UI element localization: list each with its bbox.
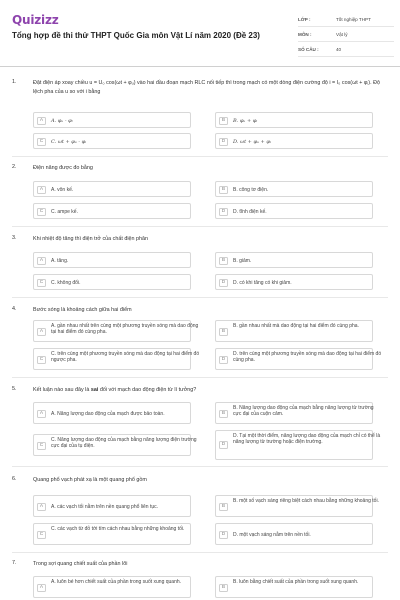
option-text: C. các vạch từ đỏ tới tím cách nhau bằng những khoảng tối. (51, 526, 185, 532)
question-divider (12, 226, 388, 227)
option-text: B. công tơ điện. (233, 186, 269, 193)
option-letter: D (219, 441, 228, 449)
question-number: 2. (12, 164, 17, 170)
option-d[interactable] (215, 430, 381, 460)
option-text: C. không đổi. (51, 279, 81, 286)
option-letter: C (37, 208, 46, 216)
option-text: A. luôn bé hơn chiết suất của phần trong suốt xung quanh. (51, 579, 182, 585)
option-text: A. tăng. (51, 257, 69, 264)
question-text: Quang phổ vạch phát xạ là một quang phổ gồm (33, 477, 147, 483)
option-text: B. luôn bằng chiết suất của phần trong suốt xung quanh. (233, 579, 359, 585)
option-a[interactable] (33, 402, 191, 424)
option-letter: C (37, 138, 46, 146)
option-b[interactable] (215, 320, 373, 342)
question-divider (12, 466, 388, 467)
meta-value: Vật lý (336, 31, 348, 37)
option-a[interactable] (33, 181, 191, 197)
option-letter: B (219, 117, 228, 125)
option-letter: A (37, 186, 46, 194)
option-letter: B (219, 257, 228, 265)
option-text: C. ωt + φᵤ - φᵢ (51, 138, 87, 145)
option-letter: A (37, 117, 46, 125)
option-text: B. gần nhau nhất mà dao động tại hai điểm đó cùng pha. (233, 323, 359, 329)
option-text: B. Năng lượng dao động của mạch bằng năng lượng từ trường cực đại của cuộn cảm. (233, 405, 374, 418)
option-letter: B (219, 503, 228, 511)
option-letter: C (37, 531, 46, 539)
option-text: A. gần nhau nhất trên cùng một phương truyền sóng mà dao động tại hai điểm đó cùng pha. (51, 323, 199, 336)
option-letter: B (219, 584, 228, 592)
option-text: C. Năng lượng dao động của mạch bằng năng lượng điện trường cực đại của tụ điện. (51, 437, 197, 450)
option-text: A. các vạch tối nằm trên nền quang phổ liên tục. (51, 503, 159, 510)
option-b[interactable] (215, 181, 373, 197)
option-letter: B (219, 186, 228, 194)
option-c[interactable] (33, 434, 197, 456)
option-text: C. ampe kế. (51, 208, 78, 215)
option-letter: D (219, 279, 228, 287)
option-b[interactable] (215, 576, 373, 598)
option-a[interactable] (33, 252, 191, 268)
question-divider (12, 297, 388, 298)
option-text: D. ωt + φᵤ + φᵢ (233, 138, 271, 145)
option-letter: C (37, 356, 46, 364)
option-text: D. tĩnh điện kế. (233, 208, 267, 215)
option-b[interactable] (215, 252, 373, 268)
option-c[interactable] (33, 274, 191, 290)
option-a[interactable] (33, 495, 191, 517)
question-divider (12, 156, 388, 157)
question-text: Khi nhiệt độ tăng thì điện trở của chất điện phân (33, 236, 149, 242)
meta-row-class (298, 12, 394, 27)
option-letter: D (219, 356, 228, 364)
option-letter: D (219, 208, 228, 216)
option-text: D. một vạch sáng nằm trên nền tối. (233, 531, 311, 538)
option-d[interactable] (215, 203, 373, 219)
question-number: 7. (12, 560, 17, 566)
question-text (33, 386, 388, 395)
option-text: B. φᵤ + φᵢ (233, 117, 258, 124)
meta-row-subject (298, 27, 394, 42)
option-text: A. vôn kế. (51, 186, 74, 193)
question-text-emphasis: sai (90, 387, 99, 393)
option-a[interactable] (33, 576, 191, 598)
question-number: 4. (12, 306, 17, 312)
option-text: A. Năng lượng dao động của mạch được bảo toàn. (51, 410, 165, 417)
option-c[interactable] (33, 523, 191, 545)
option-b[interactable] (215, 495, 379, 517)
question-text-part: Kết luận nào sau đây là (33, 387, 91, 393)
option-c[interactable] (33, 348, 200, 370)
option-letter: A (37, 410, 46, 418)
option-letter: D (219, 138, 228, 146)
question-number: 5. (12, 386, 17, 392)
meta-value: Tốt nghiệp THPT (336, 16, 371, 22)
option-a[interactable] (33, 320, 199, 342)
option-d[interactable] (215, 274, 373, 290)
option-b[interactable] (215, 402, 373, 424)
option-d[interactable] (215, 348, 382, 370)
option-text: D. có khi tăng có khi giảm. (233, 279, 292, 286)
option-letter: A (37, 584, 46, 592)
question-divider (12, 552, 388, 553)
question-text: Bước sóng là khoảng cách giữa hai điểm (33, 307, 132, 313)
question-text: Điện năng được đo bằng (33, 165, 93, 171)
meta-table (298, 12, 394, 57)
option-text: B. giảm. (233, 257, 252, 264)
question-number: 3. (12, 235, 17, 241)
question-divider (12, 377, 388, 378)
meta-row-count (298, 42, 394, 57)
option-text: C. trên cùng một phương truyền sóng mà dao động tại hai điểm đó ngược pha. (51, 351, 200, 364)
option-c[interactable] (33, 203, 191, 219)
meta-label: SỐ CÂU : (298, 46, 319, 52)
meta-label: LỚP : (298, 16, 311, 22)
option-text: A. φᵤ - φᵢ (51, 117, 73, 124)
option-letter: B (219, 328, 228, 336)
option-letter: C (37, 442, 46, 450)
question-text: Trong sợi quang chiết suất của phần lõi (33, 561, 128, 567)
option-letter: C (37, 279, 46, 287)
option-letter: A (37, 503, 46, 511)
option-text: D. trên cùng một phương truyền sóng mà dao động tại hai điểm đó cùng pha. (233, 351, 382, 364)
option-d[interactable] (215, 133, 373, 149)
header-divider (0, 66, 400, 67)
meta-label: MÔN : (298, 31, 312, 37)
option-text: D. Tại một thời điểm, năng lượng dao động của mạch chỉ có thể là năng lượng từ trường hoặc điện trường. (233, 433, 381, 446)
meta-value: 40 (336, 46, 342, 52)
option-letter: D (219, 531, 228, 539)
option-text: B. một số vạch sáng riêng biệt cách nhau bằng những khoảng tối. (233, 498, 379, 504)
option-letter: A (37, 257, 46, 265)
quizizz-logo: Quizizz (12, 13, 59, 27)
question-number: 6. (12, 476, 17, 482)
question-text-part: đối với mạch dao động điện từ lí tưởng? (98, 387, 197, 393)
option-c[interactable] (33, 133, 191, 149)
option-a[interactable] (33, 112, 191, 128)
document-title: Tổng hợp đề thi thử THPT Quốc Gia môn Vật Lí năm 2020 (Đề 23) (12, 31, 260, 40)
question-number: 1. (12, 79, 17, 85)
question-text: Đặt điện áp xoay chiều u = U₀ cos(ωt + φᵤ) vào hai đầu đoạn mạch RLC nối tiếp thì trong mạch có một dòng điện cường độ i = I₀ cos(ωt + φᵢ). Độ lệch pha của u so với i bằng (33, 80, 380, 95)
option-b[interactable] (215, 112, 373, 128)
option-d[interactable] (215, 523, 373, 545)
option-letter: B (219, 410, 228, 418)
option-letter: A (37, 328, 46, 336)
page-header (0, 0, 400, 62)
